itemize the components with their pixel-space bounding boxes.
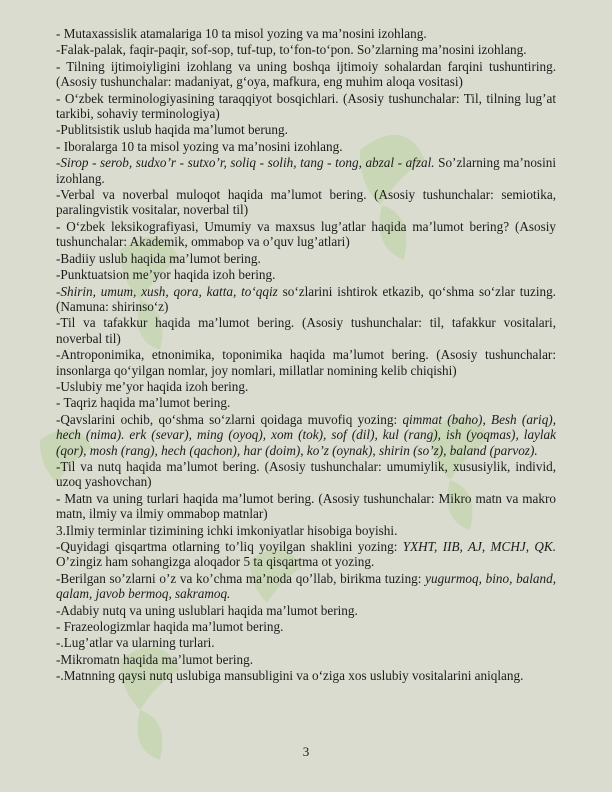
- italic-text: yugurmoq, bino, baland, qalam, javob bermoq, sakramoq.: [56, 570, 556, 602]
- question-item: [56, 652, 556, 667]
- question-item: [56, 26, 556, 41]
- text-segment: -Antroponimika, etnonimika, toponimika haqida ma’lumot bering. (Asosiy tushunchalar: insonlarga qo‘yilgan nomlar, joy nomlari, millatlar nomining kelib chiqishi): [56, 347, 556, 378]
- question-item: [56, 91, 556, 122]
- question-item: [56, 219, 556, 250]
- text-segment: -Publitsistik uslub haqida ma’lumot berung.: [56, 122, 288, 138]
- italic-text: YXHT, IIB, AJ, MCHJ, QK.: [402, 539, 556, 554]
- text-segment: -Uslubiy me’yor haqida izoh bering.: [56, 378, 249, 394]
- question-item: [56, 619, 556, 634]
- text-segment: -Til va nutq haqida ma’lumot bering. (Asosiy tushunchalar: umumiylik, xususiylik, individ, uzoq yashovchan): [56, 458, 556, 490]
- text-segment: so‘zlarini ishtirok etkazib, qo‘shma so‘zlar tuzing. (Namuna: shirinso‘z): [56, 283, 556, 314]
- question-item: [56, 42, 556, 57]
- text-segment: -Verbal va noverbal muloqot haqida ma’lumot bering. (Asosiy tushunchalar: semiotika, paralingvistik vositalar, noverbal til): [56, 187, 556, 218]
- text-segment: -.Lug’atlar va ularning turlari.: [56, 635, 215, 651]
- text-segment: -Badiiy uslub haqida ma’lumot bering.: [56, 250, 261, 266]
- question-item: [56, 122, 556, 137]
- text-segment: -Quyidagi qisqartma otlarning to’liq yoyilgan shaklini yozing:: [56, 539, 403, 554]
- question-item: [56, 267, 556, 282]
- question-item: [56, 379, 556, 394]
- question-item: [56, 571, 556, 602]
- question-item: [56, 491, 556, 522]
- text-segment: - O‘zbek terminologiyasining taraqqiyot bosqichlari. (Asosiy tushunchalar: Til, tilning lug’at tarkibi, sohaviy terminologiya): [56, 90, 556, 122]
- question-item: [56, 284, 556, 315]
- question-item: [56, 395, 556, 410]
- question-list: [56, 26, 556, 685]
- question-item: [56, 155, 556, 186]
- text-segment: -Adabiy nutq va uning uslublari haqida ma’lumot bering.: [56, 602, 358, 618]
- question-item: [56, 139, 556, 154]
- question-item: [56, 635, 556, 650]
- text-segment: - Mutaxassislik atamalariga 10 ta misol yozing va ma’nosini izohlang.: [56, 26, 427, 41]
- text-segment: So’zlarning ma’nosini izohlang.: [56, 155, 556, 186]
- text-segment: -.Matnning qaysi nutq uslubiga mansubligini va o‘ziga xos uslubiy vositalarini aniqlang.: [56, 668, 524, 684]
- question-item: [56, 251, 556, 266]
- question-item: [56, 315, 556, 346]
- text-segment: -Berilgan so’zlarni o’z va ko’chma ma’noda qo’llab, birikma tuzing:: [56, 570, 426, 586]
- question-item: [56, 347, 556, 378]
- italic-text: qimmat (baho), Besh (ariq), hech (nima). erk (sevar), ming (oyoq), xom (tok), sof (dil), kul (rang), ish (yoqmas), laylak (qor), mosh (rang), hech (qachon), har (doim), ko’z (oynak), shirin (so’z), baland (parvoz).: [56, 411, 556, 458]
- text-segment: - Matn va uning turlari haqida ma’lumot bering. (Asosiy tushunchalar: Mikro matn va makro matn, ilmiy va ilmiy ommabop matnlar): [56, 490, 556, 522]
- italic-text: -Sirop - serob, sudxo’r - sutxo’r, soliq - solih, tang - tong, abzal - afzal.: [56, 155, 435, 171]
- question-item: [56, 668, 556, 683]
- italic-text: -Shirin, umum, xush, qora, katta, to‘qqiz: [56, 283, 278, 299]
- question-item: [56, 523, 556, 538]
- question-item: [56, 603, 556, 618]
- text-segment: -Qavslarini ochib, qo‘shma so‘zlarni qoidaga muvofiq yozing:: [56, 411, 403, 427]
- question-item: [56, 187, 556, 218]
- text-segment: -Til va tafakkur haqida ma’lumot bering. (Asosiy tushunchalar: til, tafakkur vositalari, noverbal til): [56, 315, 556, 346]
- text-segment: 3.Ilmiy terminlar tizimining ichki imkoniyatlar hisobiga boyishi.: [56, 522, 398, 538]
- text-segment: - Frazeologizmlar haqida ma’lumot bering.: [56, 619, 284, 635]
- text-segment: -Mikromatn haqida ma’lumot bering.: [56, 651, 254, 667]
- page-number: 3: [302, 744, 310, 759]
- text-segment: - Taqriz haqida ma’lumot bering.: [56, 395, 231, 411]
- text-segment: - Iboralarga 10 ta misol yozing va ma’nosini izohlang.: [56, 138, 343, 154]
- question-item: [56, 59, 556, 90]
- question-item: [56, 539, 556, 570]
- text-segment: -Punktuatsion me’yor haqida izoh bering.: [56, 267, 276, 283]
- text-segment: - O‘zbek leksikografiyasi, Umumiy va maxsus lug’atlar haqida ma’lumot bering? (Asosiy tushunchalar: Akademik, ommabop va o’quv lug’atlari): [56, 218, 556, 250]
- text-segment: -Falak-palak, faqir-paqir, sof-sop, tuf-tup, to‘fon-to‘pon. So’zlarning ma’nosini izohlang.: [56, 42, 527, 58]
- text-segment: O’zingiz ham sohangizga aloqador 5 ta qisqartma ot yozing.: [56, 554, 375, 570]
- question-item: [56, 412, 556, 458]
- question-item: [56, 459, 556, 490]
- text-segment: - Tilning ijtimoiyligini izohlang va uning boshqa ijtimoiy sohalardan farqini tushuntiring. (Asosiy tushunchalar: madaniyat, g‘oya, mafkura, eng muhim aloqa vositasi): [56, 58, 556, 90]
